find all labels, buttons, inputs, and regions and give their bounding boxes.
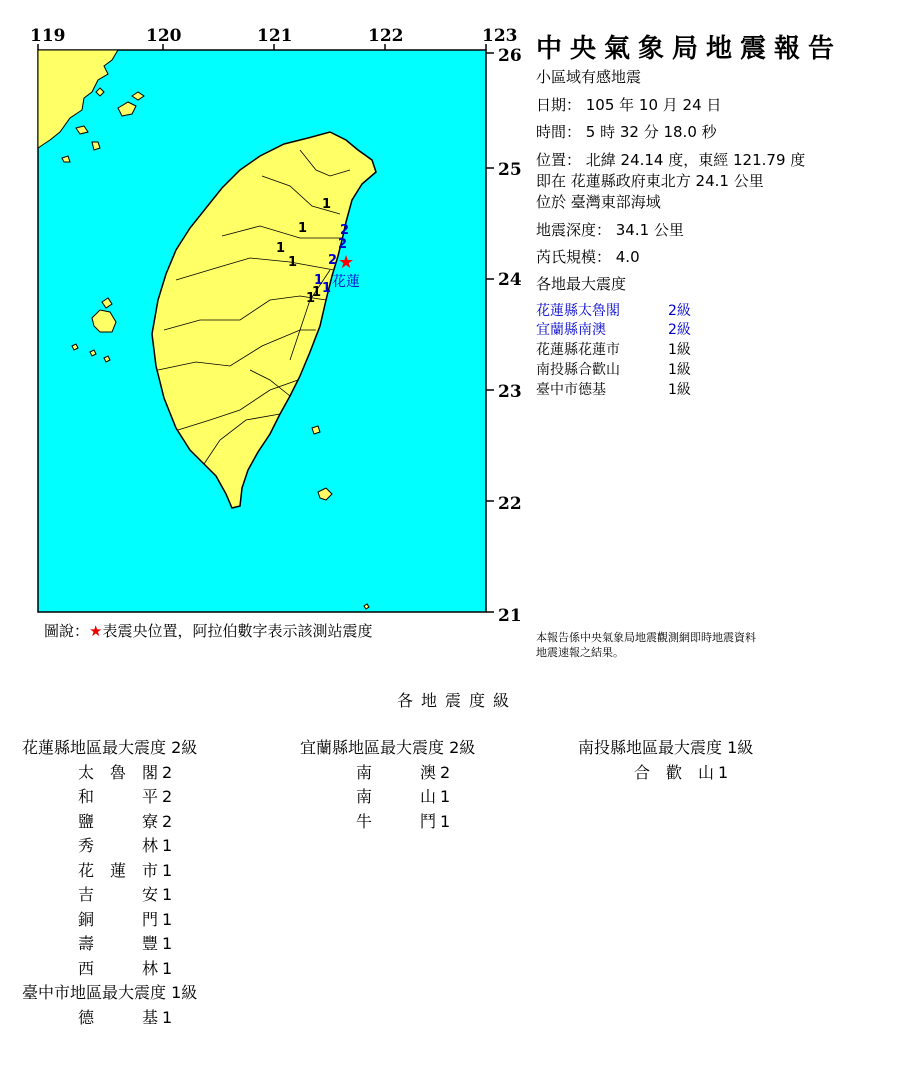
station-intensity: 1 (162, 1007, 173, 1027)
county-heading: 宜蘭縣地區最大震度 2級 (300, 738, 476, 757)
station-intensity: 1 (162, 860, 173, 880)
station-name: 銅門 (78, 909, 158, 929)
station-entry (22, 859, 197, 884)
report-time: 時間： 5 時 32 分 18.0 秒 (536, 123, 717, 141)
footnote-line: 地震速報之結果。 (536, 646, 624, 659)
epicenter-star-icon: ★ (338, 252, 355, 273)
station-entry (22, 785, 197, 810)
station-entry (22, 908, 197, 933)
max-intensity-station: 臺中市德基 (536, 382, 606, 398)
max-intensity-level: 1級 (668, 342, 691, 358)
lon-label: 119 (30, 26, 66, 46)
station-name: 太魯閣 (78, 762, 158, 782)
legend-text: 表震央位置，阿拉伯數字表示該測站震度 (102, 622, 373, 640)
station-intensity: 2 (440, 762, 451, 782)
max-intensity-level: 1級 (668, 382, 691, 398)
station-intensity: 1 (162, 885, 173, 904)
report-magnitude: 芮氏規模： 4.0 (536, 248, 640, 266)
map-legend (44, 620, 372, 641)
station-name: 鹽寮 (78, 811, 158, 831)
station-entry (22, 932, 197, 957)
lat-label: 23 (498, 382, 522, 402)
report-title: 中央氣象局地震報告 (536, 34, 843, 64)
intensity-column-2 (300, 736, 475, 834)
lat-label: 26 (498, 46, 522, 66)
station-name: 壽豐 (78, 934, 158, 953)
lon-label: 120 (146, 26, 182, 46)
lon-label: 122 (368, 26, 404, 46)
station-name: 西林 (78, 958, 158, 978)
station-mark: 1 (322, 197, 332, 212)
station-mark: 2 (338, 237, 348, 252)
station-entry (22, 834, 197, 859)
station-name: 南山 (356, 787, 436, 806)
station-intensity: 1 (162, 909, 173, 929)
station-mark: 2 (340, 223, 350, 238)
station-entry (578, 761, 753, 786)
lat-label: 22 (498, 494, 522, 514)
report-date: 日期： 105 年 10 月 24 日 (536, 96, 722, 114)
station-name: 牛鬥 (356, 811, 436, 831)
station-name: 合歡山 (634, 762, 714, 782)
max-intensity-station: 宜蘭縣南澳 (536, 322, 606, 338)
station-name: 和平 (78, 787, 158, 806)
station-name: 南澳 (356, 762, 436, 782)
station-entry (22, 761, 197, 786)
footnote-line: 本報告係中央氣象局地震觀測網即時地震資料 (536, 631, 756, 644)
station-intensity: 1 (440, 811, 451, 831)
station-mark: 1 (276, 241, 286, 256)
max-intensity-level: 2級 (668, 303, 691, 319)
max-intensity-row (536, 300, 691, 320)
max-intensity-row (536, 359, 691, 379)
lon-label: 121 (257, 26, 293, 46)
max-intensity-station: 花蓮縣花蓮市 (536, 342, 620, 358)
station-name: 花蓮市 (78, 860, 158, 880)
report-relative-location: 即在 花蓮縣政府東北方 24.1 公里 (536, 172, 764, 190)
section-title: 各地震度級 (396, 691, 517, 710)
station-entry (300, 810, 475, 835)
county-heading: 臺中市地區最大震度 1級 (22, 983, 198, 1002)
intensity-column-1 (22, 736, 197, 1030)
station-intensity: 2 (162, 762, 173, 782)
station-intensity: 1 (162, 958, 173, 978)
station-entry (22, 810, 197, 835)
max-intensity-heading: 各地最大震度 (536, 275, 627, 293)
max-intensity-row (536, 339, 691, 359)
station-entry (300, 761, 475, 786)
station-mark: 1 (314, 273, 324, 288)
epicenter-place-label: 花蓮 (332, 274, 360, 290)
station-mark: 1 (298, 221, 308, 236)
station-name: 秀林 (78, 836, 158, 855)
station-name: 吉安 (78, 885, 158, 904)
lat-label: 21 (498, 606, 522, 626)
station-entry (300, 785, 475, 810)
station-entry (22, 1006, 197, 1031)
max-intensity-row (536, 319, 691, 339)
county-heading: 南投縣地區最大震度 1級 (578, 738, 754, 757)
max-intensity-level: 2級 (668, 322, 691, 338)
lat-label: 24 (498, 270, 522, 290)
max-intensity-level: 1級 (668, 362, 691, 378)
county-heading: 花蓮縣地區最大震度 2級 (22, 738, 198, 757)
max-intensity-station: 南投縣合歡山 (536, 362, 620, 378)
legend-prefix: 圖說： (44, 622, 90, 640)
station-entry (22, 957, 197, 982)
lat-label: 25 (498, 160, 522, 180)
intensity-column-3 (578, 736, 753, 785)
report-footnote (536, 630, 836, 660)
station-mark: 1 (306, 291, 316, 306)
report-position: 位置： 北緯 24.14 度，東經 121.79 度 (536, 151, 806, 169)
station-intensity: 1 (440, 787, 451, 806)
legend-star-icon: ★ (89, 622, 103, 640)
station-intensity: 2 (162, 811, 173, 831)
station-entry (22, 883, 197, 908)
station-intensity: 1 (162, 934, 173, 953)
lon-label: 123 (482, 26, 518, 46)
station-mark: 1 (322, 281, 332, 296)
station-mark: 2 (328, 253, 338, 268)
station-mark: 1 (288, 255, 298, 270)
station-mark: 1 (312, 285, 322, 300)
station-name: 德基 (78, 1007, 158, 1027)
station-intensity: 1 (162, 836, 173, 855)
max-intensity-row (536, 379, 691, 399)
report-subtitle: 小區域有感地震 (536, 68, 642, 86)
station-intensity: 2 (162, 787, 173, 806)
max-intensity-station: 花蓮縣太魯閣 (536, 303, 620, 319)
report-depth: 地震深度： 34.1 公里 (536, 221, 684, 239)
station-intensity: 1 (718, 762, 729, 782)
report-region: 位於 臺灣東部海域 (536, 193, 661, 211)
